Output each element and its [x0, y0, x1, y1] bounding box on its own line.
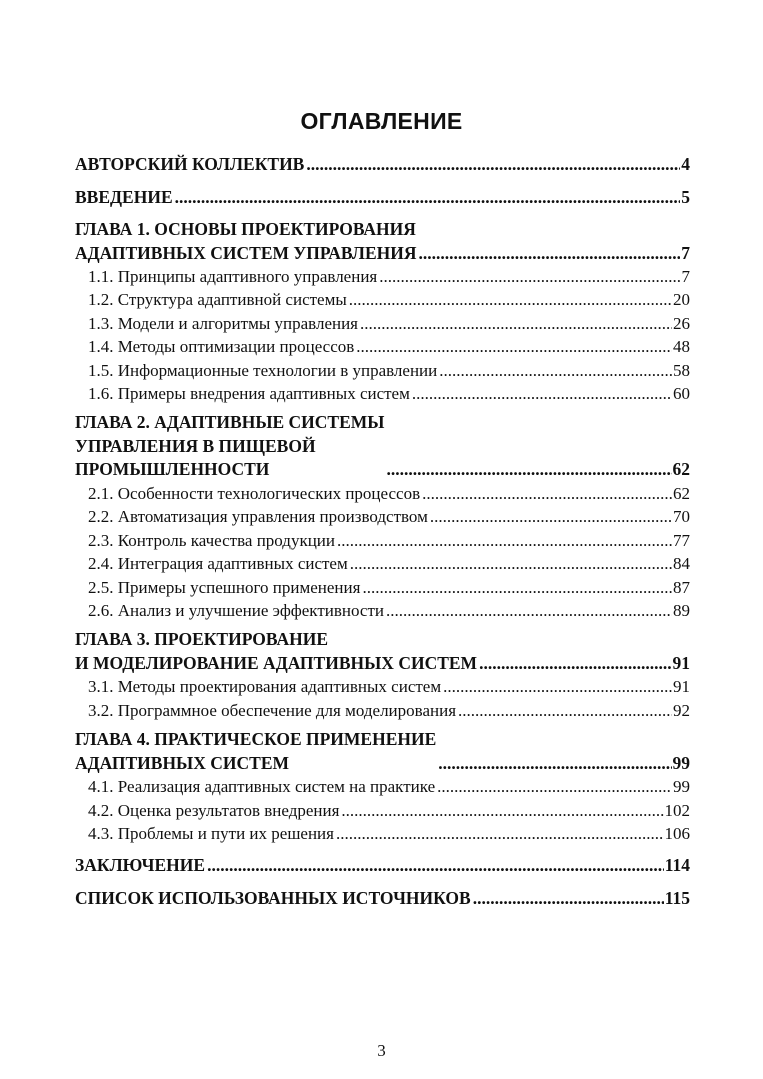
toc-entry-chapter-2[interactable]	[75, 411, 690, 482]
toc-entry-section-3-2[interactable]	[75, 699, 690, 722]
dot-leader	[458, 699, 672, 722]
toc-entry-section-4-1[interactable]	[75, 775, 690, 798]
toc-entry-title: 1.6. Примеры внедрения адаптивных систем	[88, 384, 410, 404]
dot-leader	[356, 335, 672, 358]
toc-entry-section-1-2[interactable]	[75, 288, 690, 311]
toc-entry-title: ВВЕДЕНИЕ	[75, 186, 173, 207]
toc-entry-section-1-6[interactable]	[75, 382, 690, 405]
toc-entry-title: 2.3. Контроль качества продукции	[88, 530, 336, 550]
dot-leader	[443, 675, 672, 698]
toc-page-number: 70	[673, 507, 690, 527]
dot-leader	[419, 242, 681, 266]
dot-leader	[437, 775, 672, 798]
toc-entry-section-4-2[interactable]	[75, 799, 690, 822]
page-number: 3	[377, 1041, 386, 1060]
toc-entry-title: 1.3. Модели и алгоритмы управления	[88, 313, 358, 333]
toc-entry-title: 4.2. Оценка результатов внедрения	[88, 800, 340, 820]
toc-page-number: 87	[673, 577, 690, 597]
toc-entry-title: 3.1. Методы проектирования адаптивных систем	[88, 677, 442, 697]
toc-page-number: 89	[673, 600, 690, 620]
toc-entry-section-4-3[interactable]	[75, 822, 690, 845]
toc-page-number: 77	[673, 530, 690, 550]
toc-entry-authors[interactable]	[75, 153, 690, 177]
toc-entry-section-2-1[interactable]	[75, 482, 690, 505]
toc-page-number: 99	[672, 752, 690, 773]
table-of-contents	[75, 153, 690, 910]
dot-leader	[337, 529, 672, 552]
dot-leader	[430, 505, 672, 528]
dot-leader	[175, 186, 681, 210]
dot-leader	[386, 458, 671, 482]
dot-leader	[350, 552, 672, 575]
toc-entry-title: 4.1. Реализация адаптивных систем на практике	[88, 777, 436, 797]
toc-entry-title: 2.2. Автоматизация управления производством	[88, 507, 428, 527]
dot-leader	[207, 854, 664, 878]
dot-leader	[379, 265, 680, 288]
toc-entry-title: 2.6. Анализ и улучшение эффективности	[88, 600, 384, 620]
toc-entry-chapter-4[interactable]	[75, 728, 690, 775]
toc-entry-title: 1.1. Принципы адаптивного управления	[88, 267, 378, 286]
dot-leader	[306, 153, 680, 177]
toc-entry-chapter-3[interactable]	[75, 628, 690, 675]
toc-page-number: 60	[673, 384, 690, 404]
toc-entry-title: АВТОРСКИЙ КОЛЛЕКТИВ	[75, 154, 305, 174]
toc-entry-title: 2.5. Примеры успешного применения	[88, 577, 361, 597]
toc-entry-title: 4.3. Проблемы и пути их решения	[88, 824, 334, 843]
toc-entry-section-3-1[interactable]	[75, 675, 690, 698]
toc-page-number: 26	[673, 313, 690, 333]
toc-entry-section-2-3[interactable]	[75, 529, 690, 552]
toc-entry-title: СПИСОК ИСПОЛЬЗОВАННЫХ ИСТОЧНИКОВ	[75, 887, 471, 908]
toc-page-number: 48	[673, 337, 690, 357]
dot-leader	[438, 752, 671, 776]
toc-page-number: 62	[673, 483, 690, 503]
toc-page-number: 92	[673, 700, 690, 720]
toc-page-number: 58	[673, 360, 690, 380]
toc-entry-chapter-1[interactable]	[75, 218, 690, 265]
toc-entry-introduction[interactable]	[75, 186, 690, 210]
toc-page-number: 4	[681, 154, 690, 174]
toc-page-number: 7	[681, 267, 690, 286]
dot-leader	[473, 887, 664, 911]
toc-page-number: 115	[664, 887, 690, 908]
toc-entry-section-1-5[interactable]	[75, 359, 690, 382]
toc-page-number: 20	[673, 290, 690, 310]
toc-page-number: 84	[673, 554, 690, 574]
toc-entry-references[interactable]	[75, 887, 690, 911]
toc-entry-title: 1.5. Информационные технологии в управлении	[88, 360, 438, 380]
toc-entry-title: ГЛАВА 2. АДАПТИВНЫЕ СИСТЕМЫ УПРАВЛЕНИЯ В ПИЩЕВОЙ ПРОМЫШЛЕННОСТИ	[75, 412, 385, 480]
toc-page-number: 99	[673, 777, 690, 797]
toc-entry-title: ЗАКЛЮЧЕНИЕ	[75, 855, 206, 876]
dot-leader	[336, 822, 664, 845]
toc-page-number: 5	[681, 186, 690, 207]
toc-entry-title: ГЛАВА 3. ПРОЕКТИРОВАНИЕ И МОДЕЛИРОВАНИЕ АДАПТИВНЫХ СИСТЕМ	[75, 629, 478, 673]
dot-leader	[341, 799, 663, 822]
dot-leader	[439, 359, 672, 382]
toc-entry-title: ГЛАВА 1. ОСНОВЫ ПРОЕКТИРОВАНИЯ АДАПТИВНЫХ СИСТЕМ УПРАВЛЕНИЯ	[75, 219, 417, 263]
dot-leader	[360, 312, 672, 335]
toc-entry-title: ГЛАВА 4. ПРАКТИЧЕСКОЕ ПРИМЕНЕНИЕ АДАПТИВНЫХ СИСТЕМ	[75, 729, 437, 773]
toc-entry-section-1-1[interactable]	[75, 265, 690, 288]
toc-page-number: 62	[672, 459, 690, 480]
toc-entry-section-1-3[interactable]	[75, 312, 690, 335]
toc-entry-section-2-4[interactable]	[75, 552, 690, 575]
toc-entry-section-2-5[interactable]	[75, 576, 690, 599]
dot-leader	[479, 652, 671, 676]
dot-leader	[412, 382, 672, 405]
toc-entry-conclusion[interactable]	[75, 854, 690, 878]
toc-entry-title: 3.2. Программное обеспечение для моделирования	[88, 700, 457, 720]
toc-page-number: 7	[681, 242, 690, 263]
toc-page-number: 102	[664, 800, 690, 820]
toc-entry-title: 2.1. Особенности технологических процессов	[88, 483, 421, 503]
page-title: ОГЛАВЛЕНИЕ	[300, 108, 463, 134]
dot-leader	[422, 482, 672, 505]
toc-page-number: 114	[664, 855, 690, 876]
toc-entry-section-2-6[interactable]	[75, 599, 690, 622]
toc-page-number: 91	[673, 677, 690, 697]
dot-leader	[362, 576, 672, 599]
toc-entry-section-1-4[interactable]	[75, 335, 690, 358]
toc-entry-section-2-2[interactable]	[75, 505, 690, 528]
dot-leader	[386, 599, 672, 622]
toc-entry-title: 1.2. Структура адаптивной системы	[88, 290, 347, 310]
toc-page-number: 91	[672, 652, 690, 673]
dot-leader	[349, 288, 672, 311]
toc-entry-title: 1.4. Методы оптимизации процессов	[88, 337, 355, 357]
toc-entry-title: 2.4. Интеграция адаптивных систем	[88, 554, 348, 574]
toc-page-number: 106	[664, 824, 690, 843]
